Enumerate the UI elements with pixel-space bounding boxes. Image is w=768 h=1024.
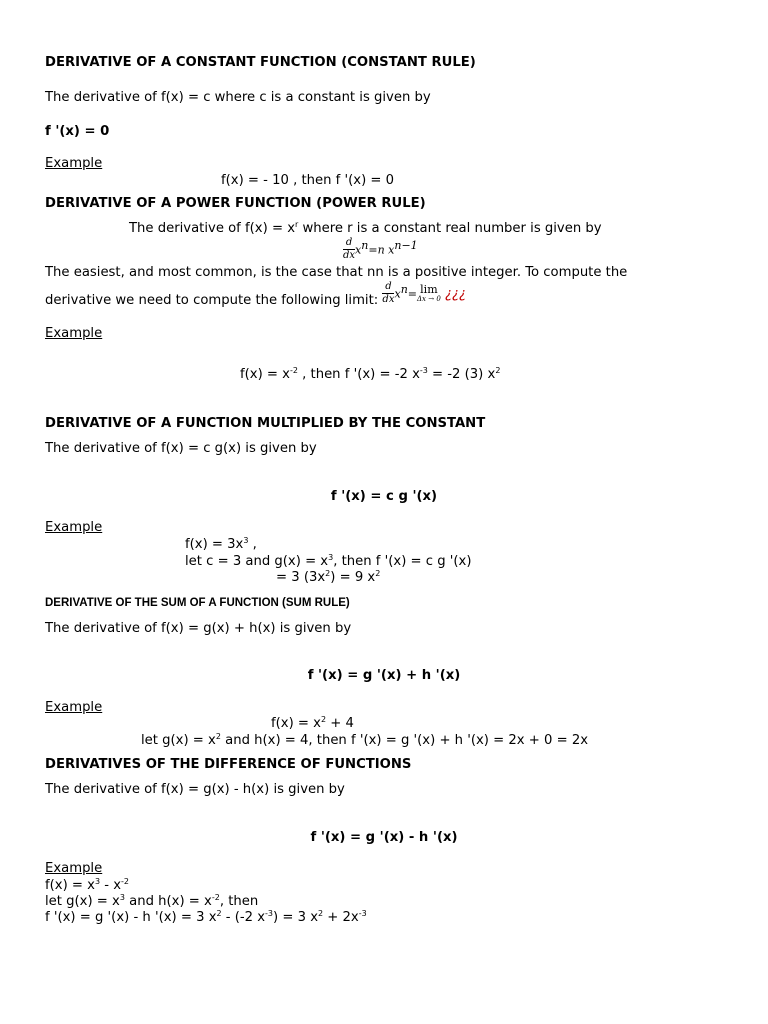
power-rule-example: $f(x) = x^{-2}$ , then f '(x) = -2 $x^{-3} = -2$ (3) $x^2$: [240, 366, 501, 382]
power-rule-intro: The derivative of $f(x) = x^r$ where r is a constant real number is given by: [129, 220, 602, 236]
power-rule-paragraph-line2: derivative we need to compute the following limit: $\frac{d}{dx}$ $x^n=$ lim Δx → 0 ¿¿¿: [45, 281, 466, 308]
example-label: Example: [45, 520, 103, 535]
limit-placeholder: ¿¿¿: [444, 286, 466, 302]
heading-constant-multiple: DERIVATIVE OF A FUNCTION MULTIPLIED BY THE CONSTANT: [45, 416, 486, 431]
example-label: Example: [45, 700, 103, 715]
difference-rule-example-line1: $f(x) = x^3 - x^{-2}$: [45, 877, 130, 893]
constant-rule-example: f(x) = - 10 , then f '(x) = 0: [221, 173, 395, 188]
example-label: Example: [45, 861, 103, 876]
heading-difference-rule: DERIVATIVES OF THE DIFFERENCE OF FUNCTIONS: [45, 757, 412, 772]
difference-rule-example-line2: let $g(x) = x^3$ and $h(x) = x^{-2}$, then: [45, 893, 259, 909]
constant-multiple-example-line3: = 3 $(3x^2) = 9$ $x^2$: [276, 569, 381, 585]
constant-rule-formula: f '(x) = 0: [45, 124, 110, 139]
constant-multiple-example-line1: $f(x) = 3x^3$ ,: [185, 536, 257, 552]
derivative-fraction: $\frac{d}{dx}$: [382, 281, 395, 305]
power-rule-paragraph-line1: The easiest, and most common, is the case that nn is a positive integer. To compute the: [45, 265, 628, 280]
power-rule-formula: $\frac{d}{dx}$ $x^n=n$ $x^{n-1}$: [343, 237, 418, 261]
example-label: Example: [45, 156, 103, 171]
heading-constant-rule: DERIVATIVE OF A CONSTANT FUNCTION (CONSTANT RULE): [45, 55, 476, 70]
constant-multiple-intro: The derivative of f(x) = c g(x) is given by: [45, 441, 317, 456]
heading-power-rule: DERIVATIVE OF A POWER FUNCTION (POWER RULE): [45, 196, 426, 211]
limit-expression: lim Δx → 0: [417, 283, 441, 303]
sum-rule-example-line2: let $g(x) = x^2$ and h(x) = 4, then f '(x) = g '(x) + h '(x) = 2x + 0 = 2x: [141, 732, 589, 748]
sum-rule-example-line1: $f(x) = x^2 + 4$: [271, 715, 354, 731]
example-label: Example: [45, 326, 103, 341]
derivative-fraction: $\frac{d}{dx}$: [343, 237, 356, 261]
constant-rule-intro: The derivative of f(x) = c where c is a constant is given by: [45, 90, 431, 105]
sum-rule-formula: f '(x) = g '(x) + h '(x): [307, 668, 461, 683]
sum-rule-intro: The derivative of f(x) = g(x) + h(x) is given by: [45, 621, 352, 636]
constant-multiple-example-line2: let c = 3 and $g(x) = x^3$, then f '(x) = c g '(x): [185, 553, 472, 569]
difference-rule-example-line3: f '(x) = g '(x) - h '(x) = 3 $x^2 - (-2$ $x^{-3}) = 3$ $x^2 + 2x^{-3}$: [45, 909, 367, 925]
difference-rule-intro: The derivative of f(x) = g(x) - h(x) is given by: [45, 782, 345, 797]
difference-rule-formula: f '(x) = g '(x) - h '(x): [310, 830, 458, 845]
superscript: r: [295, 220, 299, 229]
constant-multiple-formula: f '(x) = c g '(x): [330, 489, 438, 504]
heading-sum-rule: DERIVATIVE OF THE SUM OF A FUNCTION (SUM RULE): [45, 597, 350, 609]
